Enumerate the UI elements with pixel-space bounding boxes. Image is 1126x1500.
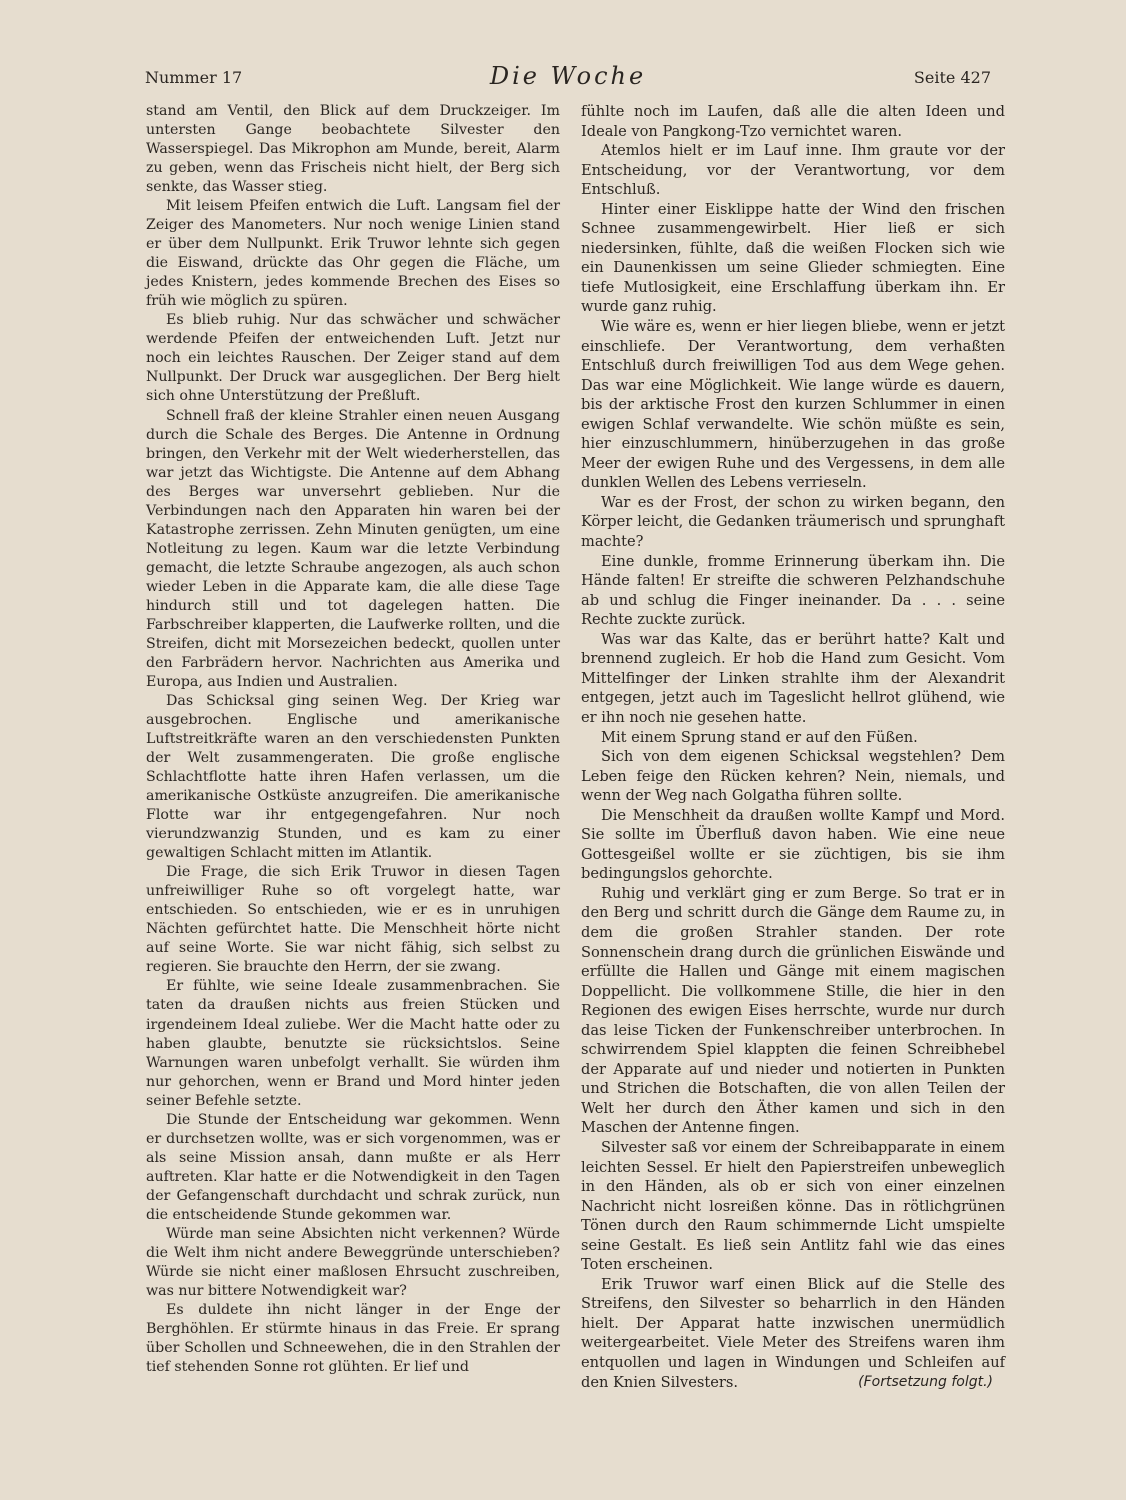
paragraph: Hinter einer Eisklippe hatte der Wind den frischen Schnee zusammengewirbelt. Hier ließ er sich niedersinken, fühlte, daß die weißen Flocken sich wie ein Daunenkissen um seine Glieder schmiegten. Eine tiefe Mutlosigkeit, eine Erschlaffung überkam ihn. Er wurde ganz ruhig. xyxy=(581,200,1005,316)
paragraph: Es duldete ihn nicht länger in der Enge der Berghöhlen. Er stürmte hinaus in das Freie. Er sprang über Schollen und Schneewehen, die in den Strahlen der tief stehenden Sonne rot glühten. Er lief und xyxy=(146,1301,560,1376)
continuation-note: (Fortsetzung folgt.) xyxy=(858,1374,993,1391)
paragraph: Das Schicksal ging seinen Weg. Der Krieg war ausgebrochen. Englische und amerikanische Luftstreitkräfte waren an den verschiedensten Punkten der Welt zusammengeraten. Die große englische Schlachtflotte hatte ihren Hafen verlassen, um die amerikanische Ostküste anzugreifen. Die amerikanische Flotte war ihr entgegengefahren. Nur noch vierundzwanzig Stunden, und es kam zu einer gewaltigen Schlacht mitten im Atlantik. xyxy=(146,692,560,862)
paragraph: Atemlos hielt er im Lauf inne. Ihm graute vor der Entscheidung, vor der Verantwortung, vor dem Entschluß. xyxy=(581,142,1005,199)
paragraph: Sich von dem eigenen Schicksal wegstehlen? Dem Leben feige den Rücken kehren? Nein, niemals, und wenn der Weg nach Golgatha führen sollte. xyxy=(581,748,1005,805)
paragraph: Die Stunde der Entscheidung war gekommen. Wenn er durchsetzen wollte, was er sich vorgenommen, was er als seine Mission ansah, dann mußte er als Herr auftreten. Klar hatte er die Notwendigkeit in den Tagen der Gefangenschaft durchdacht und schrak zurück, nun die entscheidende Stunde gekommen war. xyxy=(146,1111,560,1223)
paragraph: fühlte noch im Laufen, daß alle die alten Ideen und Ideale von Pangkong-Tzo vernichtet waren. xyxy=(581,103,1005,140)
paragraph: Die Frage, die sich Erik Truwor in diesen Tagen unfreiwilliger Ruhe so oft vorgelegt hatte, war entschieden. So entschieden, wie er es in unruhigen Nächten gefürchtet hatte. Die Menschheit hörte nicht auf seine Worte. Sie war nicht fähig, sich selbst zu regieren. Sie brauchte den Herrn, der sie zwang. xyxy=(146,864,560,976)
issue-number: Nummer 17 xyxy=(145,68,243,87)
masthead-title: Die Woche xyxy=(489,62,647,90)
paragraph: Ruhig und verklärt ging er zum Berge. So trat er in den Berg und schritt durch die Gänge dem Raume zu, in dem die großen Strahler standen. Der rote Sonnenschein drang durch die grünlichen Eiswände und erfüllte die Hallen und Gänge mit einem magischen Doppellicht. Die vollkommene Stille, die hier in den Regionen des ewigen Eises herrschte, wurde nur durch das leise Ticken der Funkenschreiber unterbrochen. In schwirrendem Spiel klappten die feinen Schreibhebel der Apparate auf und nieder und notierten in Punkten und Strichen die Botschaften, die von allen Teilen der Welt her durch den Äther kamen und sich in den Maschen der Antenne fingen. xyxy=(581,884,1005,1137)
paragraph: Was war das Kalte, das er berührt hatte? Kalt und brennend zugleich. Er hob die Hand zum Gesicht. Vom Mittelfinger der Linken strahlte ihm der Alexandrit entgegen, jetzt auch im Tageslicht hellrot glühend, wie er ihn noch nie gesehen hatte. xyxy=(581,630,1005,726)
paragraph: Erik Truwor warf einen Blick auf die Stelle des Streifens, den Silvester so beharrlich in den Händen hielt. Der Apparat hatte inzwischen unermüdlich weitergearbeitet. Viele Meter des Streifens waren ihm entquollen und lagen in Windungen und Schleifen auf den Knien Silvesters. xyxy=(581,1275,1005,1391)
paragraph: stand am Ventil, den Blick auf dem Druckzeiger. Im untersten Gange beobachtete Silvester den Wasserspiegel. Das Mikrophon am Munde, bereit, Alarm zu geben, wenn das Frischeis nicht hielt, der Berg sich senkte, das Wasser stieg. xyxy=(146,103,560,196)
paragraph: War es der Frost, der schon zu wirken begann, den Körper leicht, die Gedanken träumerisch und sprunghaft machte? xyxy=(581,493,1005,551)
left-column xyxy=(146,102,560,1377)
paragraph: Schnell fraß der kleine Strahler einen neuen Ausgang durch die Schale des Berges. Die Antenne in Ordnung bringen, den Verkehr mit der Welt wiederherstellen, das war jetzt das Wichtigste. Die Antenne auf dem Abhang des Berges war unversehrt geblieben. Nur die Verbindungen nach den Apparaten hin waren bei der Katastrophe zerrissen. Zehn Minuten genügten, um eine Notleitung zu legen. Kaum war die letzte Verbindung gemacht, die letzte Schraube angezogen, als auch schon wieder Leben in die Apparate kam, die alle diese Tage hindurch still und tot dagelegen hatten. Die Farbschreiber klapperten, die Laufwerke rollten, und die Streifen, dicht mit Morsezeichen bedeckt, quollen unter den Farbrädern hervor. Nachrichten aus Amerika und Europa, aus Indien und Australien. xyxy=(146,407,560,690)
page-header xyxy=(145,62,991,92)
paragraph: Silvester saß vor einem der Schreibapparate in einem leichten Sessel. Er hielt den Papierstreifen unbeweglich in den Händen, als ob er sich von einer einzelnen Nachricht nicht losreißen könne. Das in rötlichgrünen Tönen durch den Raum schimmernde Licht umspielte seine Gestalt. Es ließ sein Antlitz fahl wie das eines Toten erscheinen. xyxy=(581,1138,1005,1274)
paragraph: Die Menschheit da draußen wollte Kampf und Mord. Sie sollte im Überfluß davon haben. Wie eine neue Gottesgeißel wollte er sie züchtigen, bis sie ihm bedingungslos gehorchte. xyxy=(581,806,1005,883)
paragraph: Er fühlte, wie seine Ideale zusammenbrachen. Sie taten da draußen nichts aus freien Stücken und irgendeinem Ideal zuliebe. Wer die Macht hatte oder zu haben glaubte, benutzte sie rücksichtslos. Seine Warnungen waren unbefolgt verhallt. Sie würden ihm nur gehorchen, wenn er Brand und Mord hinter jeden seiner Befehle setzte. xyxy=(146,978,560,1109)
paragraph: Wie wäre es, wenn er hier liegen bliebe, wenn er jetzt einschliefe. Der Verantwortung, dem verhaßten Entschluß durch freiwilligen Tod aus dem Wege gehen. Das war eine Möglichkeit. Wie lange würde es dauern, bis der arktische Frost den kurzen Schlummer in einen ewigen Schlaf verwandelte. Wie schön müßte es sein, hier einzuschlummern, hinüberzugehen in das große Meer der ewigen Ruhe und des Vergessens, in dem alle dunklen Wellen des Lebens verrieseln. xyxy=(581,318,1005,492)
paragraph: Würde man seine Absichten nicht verkennen? Würde die Welt ihm nicht andere Beweggründe unterschieben? Würde sie nicht einer maßlosen Ehrsucht zuschreiben, was nur bittere Notwendigkeit war? xyxy=(146,1225,560,1299)
page-number: Seite 427 xyxy=(913,68,991,87)
paragraph: Mit leisem Pfeifen entwich die Luft. Langsam fiel der Zeiger des Manometers. Nur noch wenige Linien stand er über dem Nullpunkt. Erik Truwor lehnte sich gegen die Eiswand, drückte das Ohr gegen die Fläche, um jedes Knistern, jedes kommende Brechen des Eises so früh wie möglich zu spüren. xyxy=(146,198,560,310)
paragraph: Es blieb ruhig. Nur das schwächer und schwächer werdende Pfeifen der entweichenden Luft. Jetzt nur noch ein leichtes Rauschen. Der Zeiger stand auf dem Nullpunkt. Der Druck war ausgeglichen. Der Berg hielt sich ohne Unterstützung der Preßluft. xyxy=(146,312,560,405)
right-column xyxy=(581,102,1005,1393)
paragraph: Eine dunkle, fromme Erinnerung überkam ihn. Die Hände falten! Er streifte die schweren Pelzhandschuhe ab und schlug die Finger ineinander. Da . . . seine Rechte zuckte zurück. xyxy=(581,552,1005,629)
paragraph: Mit einem Sprung stand er auf den Füßen. xyxy=(601,728,918,746)
